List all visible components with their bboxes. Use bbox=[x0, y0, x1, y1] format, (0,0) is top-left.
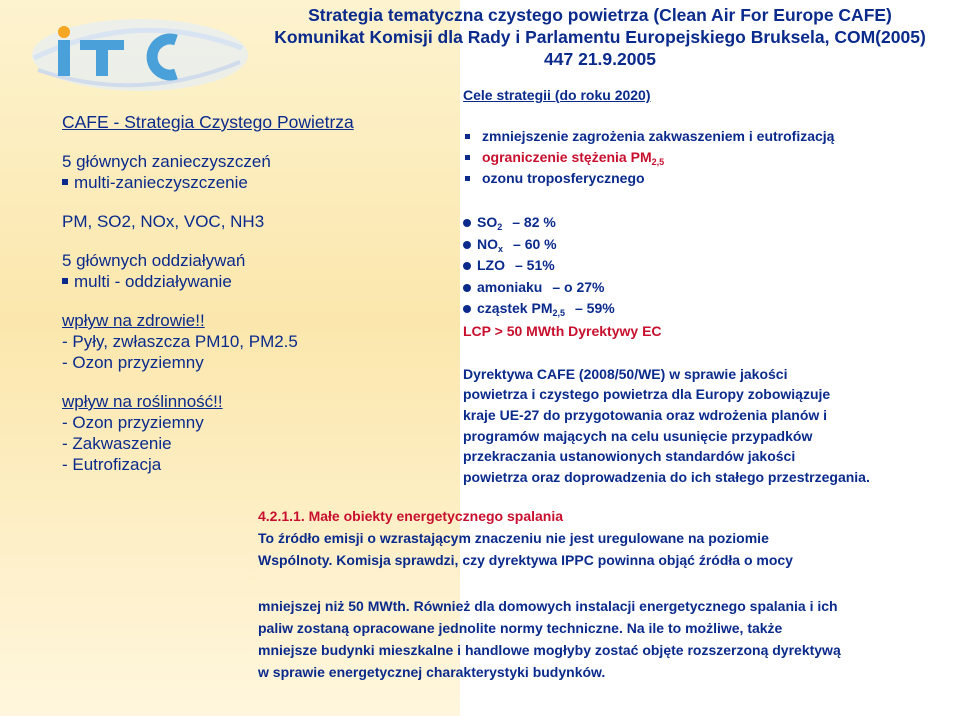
target-value: – o 27% bbox=[552, 278, 605, 295]
itc-logo bbox=[28, 14, 254, 96]
lcp-note: LCP > 50 MWth Dyrektywy EC bbox=[463, 322, 662, 339]
target-subscript: x bbox=[498, 243, 504, 254]
pollutants-bullet bbox=[62, 172, 402, 193]
directive-line: programów mających na celu usunięcie przypadków bbox=[463, 427, 813, 444]
target-label: LZO bbox=[477, 257, 505, 273]
section-line: To źródło emisji o wzrastającym znaczeniu nie jest uregulowane na poziomie bbox=[258, 530, 769, 546]
logo-text: ITC bbox=[28, 14, 30, 15]
directive-paragraph bbox=[463, 364, 953, 488]
strategy-title: CAFE - Strategia Czystego Powietrza bbox=[62, 112, 354, 132]
goal-item-text: ograniczenie stężenia PM bbox=[482, 149, 652, 165]
section-title: 4.2.1.1. Małe obiekty energetycznego spalania bbox=[258, 508, 564, 524]
header-line-3: 447 21.9.2005 bbox=[544, 49, 656, 69]
health-heading: wpływ na zdrowie!! bbox=[62, 311, 205, 330]
directive-line: powietrza i czystego powietrza dla Europy zobowiązuje bbox=[463, 386, 831, 403]
target-nox bbox=[463, 234, 953, 256]
document-header bbox=[240, 4, 960, 70]
plants-item: - Zakwaszenie bbox=[62, 434, 172, 453]
target-subscript: 2 bbox=[497, 222, 503, 232]
goals-heading: Cele strategii (do roku 2020) bbox=[463, 87, 651, 103]
pollutants-bullet-text: multi-zanieczyszczenie bbox=[74, 173, 248, 192]
target-value: – 60 % bbox=[513, 235, 557, 252]
health-item: - Pyły, zwłaszcza PM10, PM2.5 bbox=[62, 332, 298, 351]
section-line: Wspólnoty. Komisja sprawdzi, czy dyrektywa IPPC powinna objąć źródła o mocy bbox=[258, 552, 793, 568]
plants-item: - Eutrofizacja bbox=[62, 455, 162, 474]
target-ammonia bbox=[463, 277, 953, 299]
small-combustion-section bbox=[258, 505, 958, 683]
section-line: paliw zostaną opracowane jednolite normy techniczne. Na ile to możliwe, także bbox=[258, 620, 783, 636]
goal-item bbox=[463, 147, 953, 168]
directive-line: Dyrektywa CAFE (2008/50/WE) w sprawie jakości bbox=[463, 365, 788, 382]
goals-panel bbox=[463, 85, 953, 488]
target-lzo bbox=[463, 255, 953, 277]
goal-item-subscript: 2,5 bbox=[651, 157, 665, 167]
target-value: – 51% bbox=[515, 257, 555, 273]
target-label: amoniaku bbox=[477, 278, 543, 295]
target-value: – 59% bbox=[575, 300, 615, 316]
directive-line: przekraczania ustanowionych standardów jakości bbox=[463, 448, 796, 465]
target-label: cząstek PM bbox=[477, 300, 553, 316]
pollutants-list: PM, SO2, NOx, VOC, NH3 bbox=[62, 212, 265, 231]
plants-heading: wpływ na roślinność!! bbox=[62, 392, 223, 411]
target-value: – 82 % bbox=[512, 214, 556, 230]
section-line: w sprawie energetycznej charakterystyki budynków. bbox=[258, 664, 606, 680]
header-line-1: Strategia tematyczna czystego powietrza (Clean Air For Europe CAFE) bbox=[308, 5, 892, 25]
section-line: mniejszej niż 50 MWth. Również dla domowych instalacji energetycznego spalania i ich bbox=[258, 598, 838, 614]
target-label: SO bbox=[477, 214, 498, 230]
impacts-heading: 5 głównych oddziaływań bbox=[62, 251, 246, 270]
reduction-targets bbox=[463, 212, 953, 320]
goal-item: ozonu troposferycznego bbox=[463, 168, 953, 189]
directive-line: powietrza oraz doprowadzenia do ich stałego przestrzegania. bbox=[463, 469, 870, 486]
impacts-bullet bbox=[62, 271, 402, 292]
health-item: - Ozon przyziemny bbox=[62, 353, 204, 372]
header-line-2: Komunikat Komisji dla Rady i Parlamentu Europejskiego Bruksela, COM(2005) bbox=[274, 27, 926, 47]
target-so2 bbox=[463, 212, 953, 234]
directive-line: kraje UE-27 do przygotowania oraz wdrożenia planów i bbox=[463, 406, 828, 423]
target-label: NO bbox=[477, 235, 498, 252]
left-summary-panel bbox=[62, 112, 402, 475]
goals-list bbox=[463, 126, 953, 189]
pollutants-heading: 5 głównych zanieczyszczeń bbox=[62, 152, 271, 171]
section-line: mniejsze budynki mieszkalne i handlowe mogłyby zostać objęte rozszerzoną dyrektywą bbox=[258, 642, 841, 658]
plants-item: - Ozon przyziemny bbox=[62, 413, 204, 432]
impacts-bullet-text: multi - oddziaływanie bbox=[74, 272, 232, 291]
target-subscript: 2,5 bbox=[552, 308, 565, 318]
target-pm bbox=[463, 298, 953, 320]
goal-item: zmniejszenie zagrożenia zakwaszeniem i eutrofizacją bbox=[463, 126, 953, 147]
